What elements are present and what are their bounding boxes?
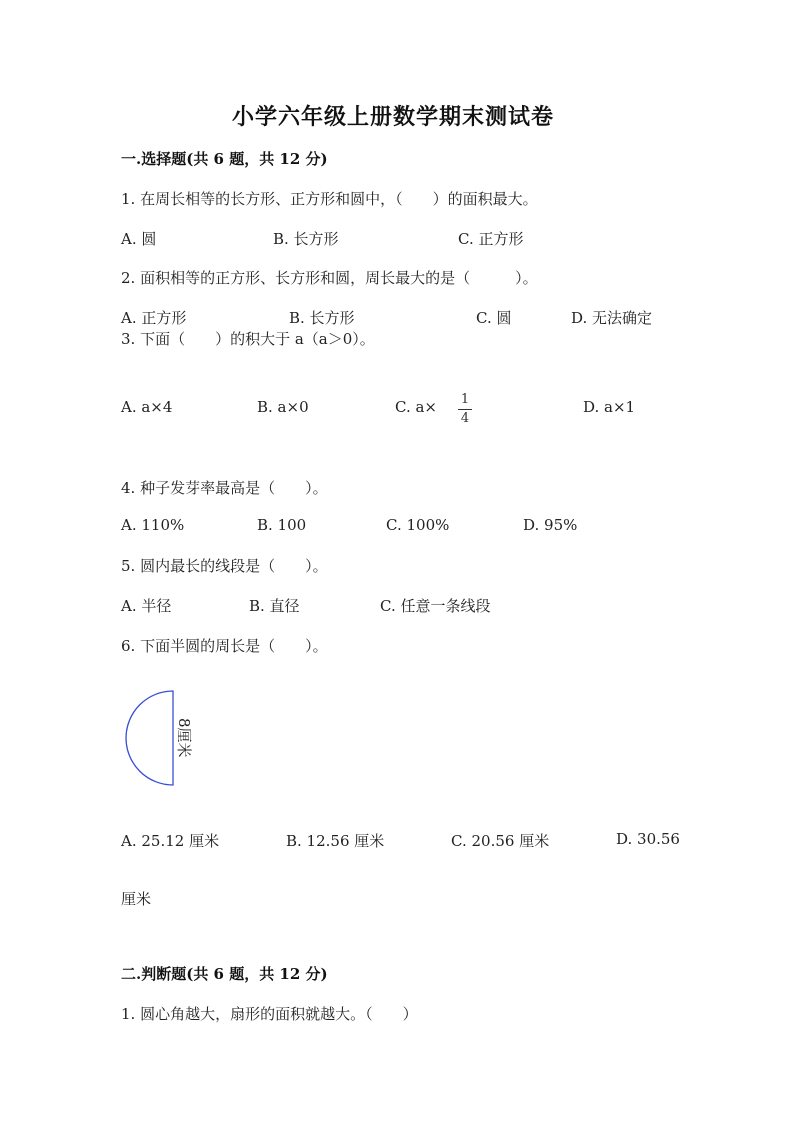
q5-option-b: B. 直径 [249, 597, 300, 615]
fraction-denominator: 4 [460, 411, 470, 426]
q6-option-d: D. 30.56 [616, 830, 680, 848]
q5-option-c: C. 任意一条线段 [380, 597, 491, 615]
q6-option-c: C. 20.56 厘米 [451, 832, 550, 850]
q3-option-c: C. a× [395, 398, 437, 416]
question-5-text: 5. 圆内最长的线段是（ ）。 [121, 557, 328, 575]
semicircle-diameter-label: 8厘米 [175, 718, 193, 758]
fraction-bar [458, 409, 472, 410]
question-1-text: 1. 在周长相等的长方形、正方形和圆中，（ ）的面积最大。 [121, 190, 538, 208]
semicircle-arc [126, 691, 173, 785]
q1-option-a: A. 圆 [121, 230, 157, 248]
q6-option-b: B. 12.56 厘米 [286, 832, 385, 850]
q2-option-d: D. 无法确定 [571, 309, 653, 327]
q3-option-d: D. a×1 [583, 398, 636, 416]
q5-option-a: A. 半径 [121, 597, 172, 615]
q3-option-a: A. a×4 [121, 398, 173, 416]
q2-option-c: C. 圆 [476, 309, 512, 327]
q6-option-d-continuation: 厘米 [121, 890, 152, 908]
q1-option-c: C. 正方形 [458, 230, 524, 248]
question-6-text: 6. 下面半圆的周长是（ ）。 [121, 637, 328, 655]
q1-option-b: B. 长方形 [273, 230, 339, 248]
q4-option-d: D. 95% [523, 516, 578, 534]
q6-option-a: A. 25.12 厘米 [121, 832, 220, 850]
q3-option-b: B. a×0 [257, 398, 309, 416]
q4-option-a: A. 110% [121, 516, 185, 534]
section-heading-judgement: 二.判断题(共 6 题，共 12 分) [121, 965, 328, 983]
q2-option-b: B. 长方形 [289, 309, 355, 327]
q2-option-a: A. 正方形 [121, 309, 187, 327]
q4-option-c: C. 100% [386, 516, 450, 534]
q4-option-b: B. 100 [257, 516, 307, 534]
page-title: 小学六年级上册数学期末测试卷 [232, 104, 555, 130]
q3-option-c-fraction [458, 393, 472, 426]
question-2-text: 2. 面积相等的正方形、长方形和圆，周长最大的是（ ）。 [121, 269, 538, 287]
judgement-question-1-text: 1. 圆心角越大，扇形的面积就越大。（ ） [121, 1005, 418, 1023]
fraction-numerator: 1 [460, 392, 470, 407]
question-3-text: 3. 下面（ ）的积大于 a（a＞0）。 [121, 330, 375, 348]
question-4-text: 4. 种子发芽率最高是（ ）。 [121, 479, 328, 497]
section-heading-choice: 一.选择题(共 6 题，共 12 分) [121, 150, 328, 168]
